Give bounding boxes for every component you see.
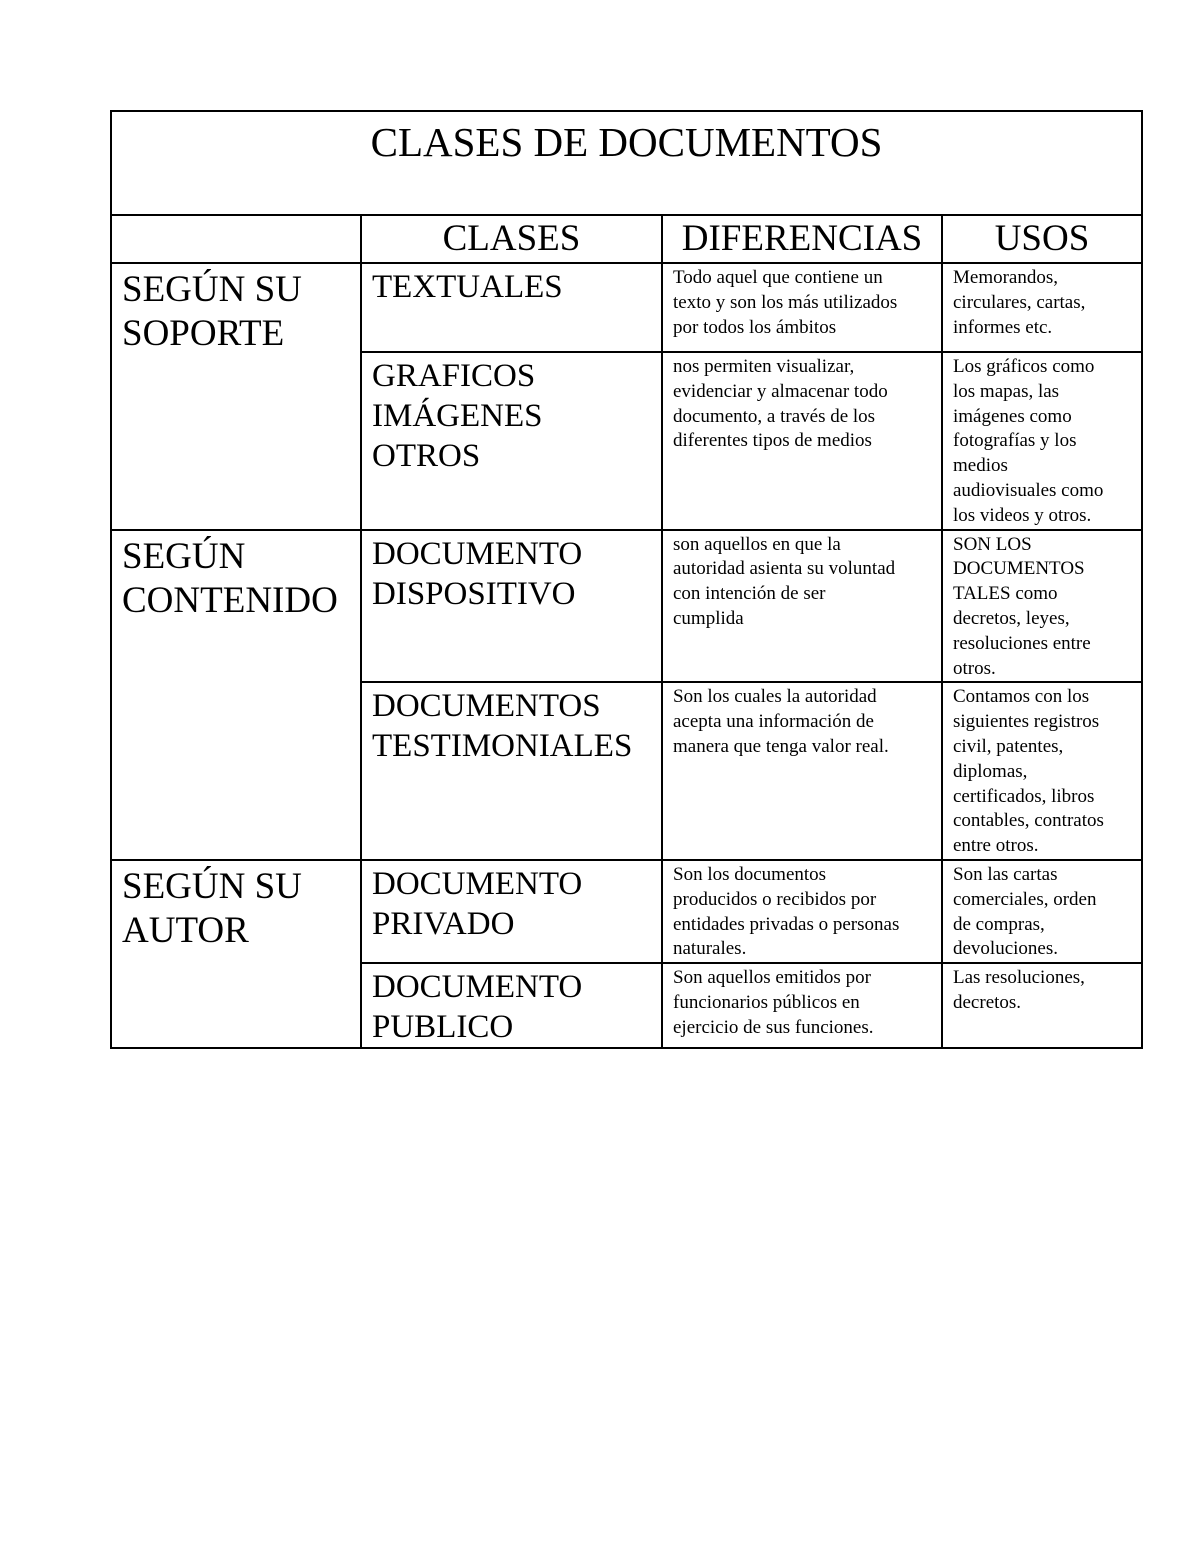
use-line: Las resoluciones,	[953, 967, 1085, 989]
category-line: SEGÚN SU	[122, 269, 302, 310]
use-line: Contamos con los	[953, 686, 1090, 708]
class-line: DISPOSITIVO	[372, 575, 576, 612]
table-row	[111, 530, 1142, 683]
use-line: Memorandos,	[953, 267, 1059, 288]
use-line: otros.	[953, 657, 996, 679]
use-line: TALES como	[953, 583, 1058, 605]
class-cell	[361, 263, 662, 352]
difference-line: acepta una información de	[673, 711, 874, 733]
difference-cell	[662, 860, 942, 963]
use-line: circulares, cartas,	[953, 291, 1086, 313]
use-line: informes etc.	[953, 316, 1053, 338]
use-line: audiovisuales como	[953, 479, 1104, 501]
class-line: TESTIMONIALES	[372, 728, 633, 765]
use-cell	[942, 352, 1142, 530]
use-cell	[942, 963, 1142, 1048]
use-line: siguientes registros	[953, 711, 1100, 733]
use-line: Son las cartas	[953, 863, 1058, 885]
category-cell	[111, 263, 361, 530]
use-cell	[942, 530, 1142, 683]
difference-line: naturales.	[673, 938, 747, 960]
difference-line: diferentes tipos de medios	[673, 430, 872, 452]
category-line: SEGÚN SU	[122, 865, 302, 907]
header-empty	[111, 215, 361, 263]
difference-line: ejercicio de sus funciones.	[673, 1016, 874, 1038]
difference-line: por todos los ámbitos	[673, 316, 837, 338]
class-line: GRAFICOS	[372, 358, 536, 394]
difference-line: con intención de ser	[673, 583, 826, 605]
difference-line: Todo aquel que contiene un	[673, 267, 883, 288]
class-cell	[361, 352, 662, 530]
difference-cell	[662, 352, 942, 530]
difference-line: nos permiten visualizar,	[673, 356, 855, 377]
class-line: OTROS	[372, 438, 481, 474]
difference-line: Son los cuales la autoridad	[673, 686, 877, 708]
category-line: CONTENIDO	[122, 579, 338, 621]
use-line: entre otros.	[953, 835, 1039, 857]
use-line: SON LOS	[953, 533, 1032, 555]
use-line: contables, contratos	[953, 810, 1104, 832]
use-line: los mapas, las	[953, 380, 1060, 402]
header-diferencias: DIFERENCIAS	[662, 215, 942, 263]
use-line: decretos.	[953, 991, 1022, 1013]
use-line: fotografías y los	[953, 430, 1077, 452]
class-cell	[361, 963, 662, 1048]
category-cell	[111, 860, 361, 1048]
table-title: CLASES DE DOCUMENTOS	[111, 111, 1142, 215]
use-line: civil, patentes,	[953, 735, 1064, 757]
difference-line: son aquellos en que la	[673, 533, 841, 555]
use-line: medios	[953, 455, 1008, 477]
difference-line: cumplida	[673, 607, 744, 629]
use-line: devoluciones.	[953, 938, 1059, 960]
difference-cell	[662, 530, 942, 683]
difference-line: Son los documentos	[673, 863, 827, 885]
use-line: los videos y otros.	[953, 504, 1092, 526]
use-line: diplomas,	[953, 760, 1028, 782]
class-line: PRIVADO	[372, 905, 515, 942]
use-cell	[942, 860, 1142, 963]
table-row	[111, 263, 1142, 352]
class-cell	[361, 860, 662, 963]
header-clases: CLASES	[361, 215, 662, 263]
use-line: Los gráficos como	[953, 356, 1095, 377]
use-line: decretos, leyes,	[953, 607, 1070, 629]
class-line: DOCUMENTO	[372, 535, 583, 572]
class-line: PUBLICO	[372, 1009, 514, 1046]
use-cell	[942, 263, 1142, 352]
document-classes-table	[110, 110, 1143, 1049]
use-line: de compras,	[953, 913, 1045, 935]
difference-line: texto y son los más utilizados	[673, 291, 898, 313]
difference-line: evidenciar y almacenar todo	[673, 380, 888, 402]
class-line: DOCUMENTO	[372, 969, 583, 1006]
difference-cell	[662, 963, 942, 1048]
use-line: comerciales, orden	[953, 888, 1097, 910]
class-cell	[361, 530, 662, 683]
class-line: DOCUMENTO	[372, 865, 583, 902]
difference-line: documento, a través de los	[673, 405, 876, 427]
use-line: DOCUMENTOS	[953, 558, 1085, 580]
category-cell	[111, 530, 361, 860]
difference-cell	[662, 682, 942, 860]
class-line: IMÁGENES	[372, 398, 543, 434]
use-line: resoluciones entre	[953, 632, 1091, 654]
difference-line: entidades privadas o personas	[673, 913, 900, 935]
class-cell	[361, 682, 662, 860]
table-row	[111, 860, 1142, 963]
use-line: certificados, libros	[953, 785, 1095, 807]
category-line: SEGÚN	[122, 535, 246, 577]
header-usos: USOS	[942, 215, 1142, 263]
category-line: SOPORTE	[122, 313, 285, 354]
class-line: DOCUMENTOS	[372, 688, 601, 725]
category-line: AUTOR	[122, 909, 249, 951]
class-line: TEXTUALES	[372, 269, 563, 305]
difference-line: autoridad asienta su voluntad	[673, 558, 896, 580]
difference-line: funcionarios públicos en	[673, 991, 860, 1013]
use-line: imágenes como	[953, 405, 1072, 427]
use-cell	[942, 682, 1142, 860]
difference-line: producidos o recibidos por	[673, 888, 877, 910]
difference-line: Son aquellos emitidos por	[673, 967, 871, 989]
difference-line: manera que tenga valor real.	[673, 735, 889, 757]
difference-cell	[662, 263, 942, 352]
